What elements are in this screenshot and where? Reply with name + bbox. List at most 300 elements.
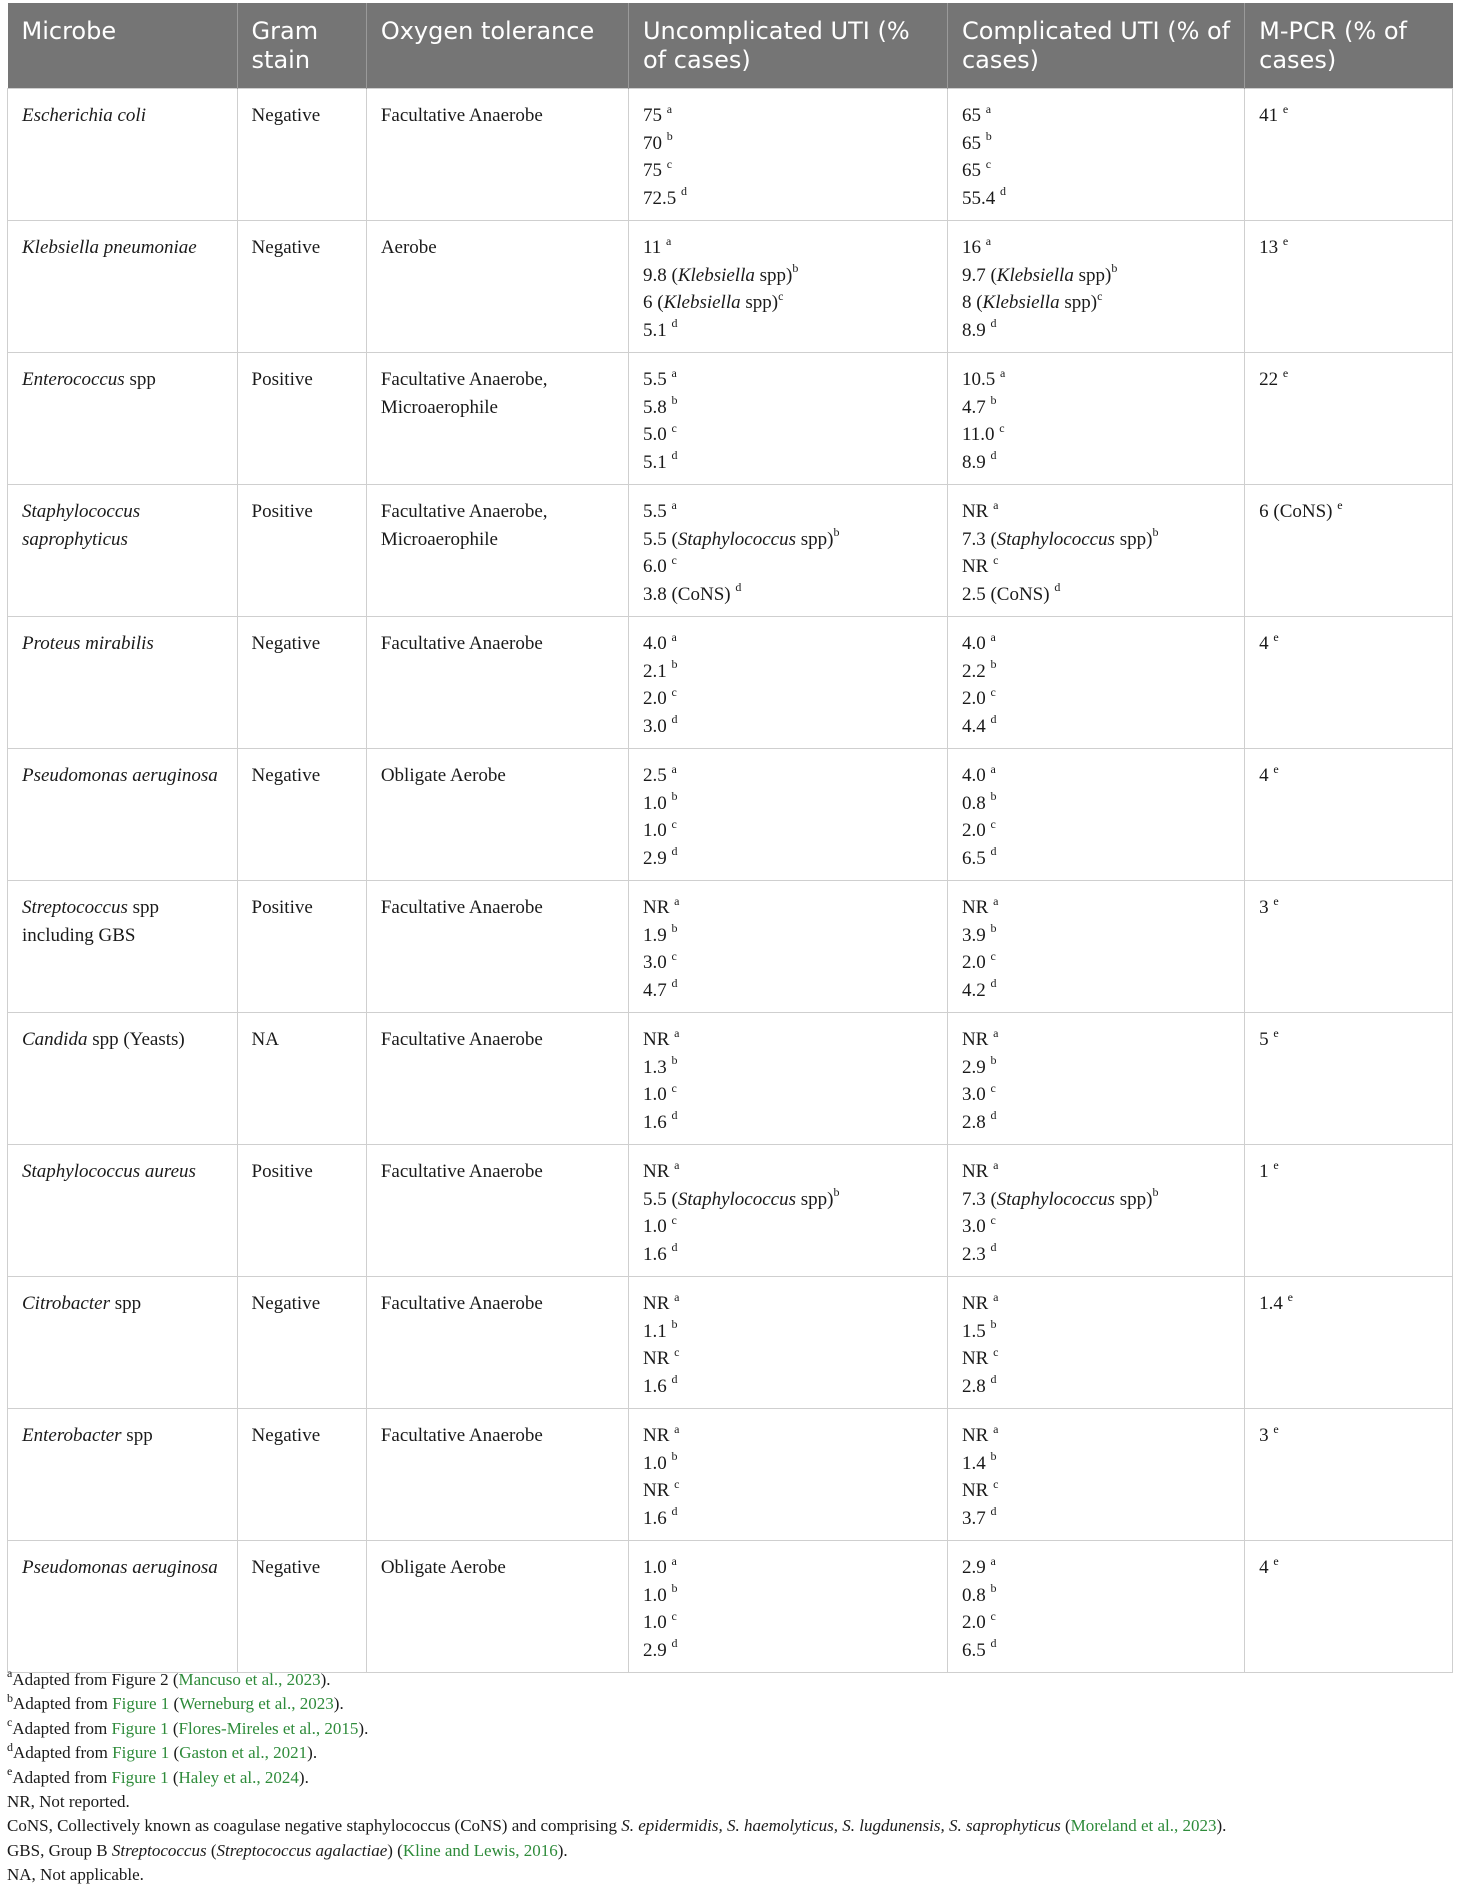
mpcr-value: [1259, 102, 1438, 130]
source-superscript: e: [1273, 629, 1279, 644]
value-text: 2.9: [642, 847, 667, 869]
value-text: 3: [1259, 897, 1269, 918]
microbe-name: Enterobacter: [22, 1425, 122, 1446]
uncomplicated-value: [643, 713, 933, 741]
value-text: 3.0: [642, 952, 667, 973]
source-superscript: d: [735, 580, 742, 595]
note-cons-species: S. epidermidis, S. haemolyticus, S. lugdunensis, S. saprophyticus: [621, 1816, 1061, 1836]
value-text: 0.8: [961, 1584, 986, 1606]
complicated-value: [962, 1109, 1230, 1137]
value-text: 65: [961, 105, 981, 126]
source-superscript: e: [1273, 893, 1279, 908]
uncomplicated-value: [643, 234, 933, 262]
citation-link[interactable]: Flores-Mireles et al., 2015: [178, 1718, 359, 1738]
source-superscript: c: [674, 1344, 680, 1359]
value-text: NR: [642, 1480, 670, 1501]
complicated-uti-cell: [947, 353, 1244, 485]
value-text: NR: [961, 501, 989, 522]
value-text: 2.8: [961, 1111, 986, 1133]
value-text: 2.0: [961, 688, 986, 709]
uncomplicated-value: [643, 1373, 933, 1401]
complicated-value: [962, 1318, 1230, 1346]
note-cons: [7, 1814, 1453, 1838]
source-superscript: b: [990, 657, 997, 672]
gram-stain-cell: Negative: [237, 1541, 366, 1673]
footnote-close: ).: [307, 1743, 318, 1763]
source-superscript: b: [985, 129, 992, 144]
source-superscript: c: [671, 684, 677, 699]
source-superscript: a: [674, 1421, 680, 1436]
footnote-paren: (: [168, 1718, 179, 1738]
value-text: 5.8: [642, 396, 667, 418]
source-superscript: e: [1273, 1421, 1279, 1436]
source-superscript: d: [671, 1504, 678, 1519]
source-superscript: b: [671, 1449, 678, 1464]
uncomplicated-value: [643, 1609, 933, 1637]
mpcr-value: [1259, 234, 1438, 262]
uncomplicated-value: [643, 262, 933, 290]
complicated-value: [962, 1345, 1230, 1373]
value-text: 4: [1259, 765, 1269, 786]
value-text: 2.0: [961, 820, 986, 841]
source-superscript: b: [666, 129, 673, 144]
gram-stain-cell: Positive: [237, 1145, 366, 1277]
complicated-value: [962, 553, 1230, 581]
source-superscript: d: [999, 184, 1006, 199]
footnote-a: [7, 1668, 1453, 1692]
value-text: NR: [961, 1029, 989, 1050]
complicated-value: [962, 1054, 1230, 1082]
microbe-qualifier: spp including GBS: [22, 897, 160, 946]
source-superscript: a: [985, 233, 992, 248]
uncomplicated-value: [643, 289, 933, 317]
value-text: 1.6: [642, 1375, 667, 1397]
source-superscript: c: [990, 1080, 996, 1095]
source-superscript: c: [671, 948, 677, 963]
complicated-value: [962, 262, 1230, 290]
uncomplicated-value: [643, 762, 933, 790]
source-superscript: b: [1111, 261, 1118, 276]
uncomplicated-value: [643, 157, 933, 185]
microbe-cell: [8, 1409, 238, 1541]
mpcr-cell: [1245, 881, 1453, 1013]
source-superscript: b: [990, 1449, 997, 1464]
source-superscript: d: [990, 1108, 997, 1123]
value-suffix: spp): [740, 292, 779, 313]
value-text: 5.5 (: [642, 528, 678, 550]
value-text: NR: [642, 1293, 670, 1314]
value-text: 1.1: [642, 1320, 667, 1342]
oxygen-tolerance-cell: Obligate Aerobe: [366, 749, 628, 881]
mpcr-value: [1259, 366, 1438, 394]
value-text: 41: [1259, 105, 1279, 126]
source-superscript: d: [671, 976, 678, 991]
microbe-cell: [8, 353, 238, 485]
table-row: [8, 485, 1453, 617]
value-text: 2.1: [642, 660, 667, 682]
value-text: 1: [1259, 1161, 1269, 1182]
note-cons-text: CoNS, Collectively known as coagulase negative staphylococcus (CoNS) and comprising: [7, 1816, 622, 1836]
source-superscript: a: [993, 497, 999, 512]
footnote-close: ).: [333, 1694, 344, 1714]
source-superscript: b: [671, 1053, 678, 1068]
source-superscript: b: [990, 1053, 997, 1068]
microbe-cell: [8, 881, 238, 1013]
source-superscript: d: [990, 448, 997, 463]
source-superscript: a: [671, 629, 677, 644]
microbe-name: Streptococcus: [22, 897, 128, 918]
figure-link[interactable]: Figure 1: [111, 1718, 169, 1738]
complicated-value: [962, 1373, 1230, 1401]
source-superscript: d: [990, 844, 997, 859]
value-text: 1.0: [642, 1584, 667, 1606]
footnote-e: [7, 1763, 1453, 1790]
footnote-text: Adapted from Figure 2 (: [12, 1670, 179, 1689]
source-superscript: a: [671, 761, 677, 776]
value-text: 9.7 (: [961, 264, 997, 286]
source-superscript: c: [993, 1476, 999, 1491]
uncomplicated-value: [643, 685, 933, 713]
source-superscript: a: [985, 101, 992, 116]
value-text: 5.1: [642, 451, 667, 473]
uncomplicated-uti-cell: [628, 1013, 947, 1145]
uncomplicated-value: [643, 1554, 933, 1582]
source-superscript: d: [680, 184, 687, 199]
uncomplicated-uti-cell: [628, 1277, 947, 1409]
uncomplicated-uti-cell: [628, 1409, 947, 1541]
oxygen-tolerance-cell: Facultative Anaerobe: [366, 881, 628, 1013]
source-superscript: a: [674, 1157, 680, 1172]
source-superscript: d: [671, 1240, 678, 1255]
microbe-name: Enterococcus: [22, 369, 125, 390]
uncomplicated-value: [643, 1186, 933, 1214]
value-text: 6 (: [642, 292, 664, 313]
mpcr-cell: [1245, 617, 1453, 749]
uncomplicated-value: [643, 1213, 933, 1241]
microbe-qualifier: spp: [121, 1425, 153, 1446]
uncomplicated-value: [643, 526, 933, 554]
complicated-value: [962, 449, 1230, 477]
footnote-list: [7, 1668, 1453, 1790]
source-superscript: d: [990, 712, 997, 727]
footnote-paren: (: [169, 1694, 180, 1714]
value-text: NR: [642, 1161, 670, 1182]
uncomplicated-value: [643, 1026, 933, 1054]
source-superscript: d: [671, 1636, 678, 1651]
gram-stain-cell: Negative: [237, 617, 366, 749]
note-cons-paren: (: [1060, 1816, 1071, 1836]
uncomplicated-value: [643, 630, 933, 658]
value-text: 2.9: [642, 1639, 667, 1661]
uncomplicated-value: [643, 1637, 933, 1665]
note-cons-citation-link[interactable]: Moreland et al., 2023: [1070, 1816, 1217, 1836]
mpcr-cell: [1245, 1409, 1453, 1541]
complicated-value: [962, 1477, 1230, 1505]
source-superscript: a: [674, 1289, 680, 1304]
value-text: 4.7: [642, 979, 667, 1001]
value-text: 1.0: [642, 1557, 667, 1578]
source-superscript: c: [666, 156, 673, 171]
uncomplicated-value: [643, 317, 933, 345]
complicated-value: [962, 1582, 1230, 1610]
value-text: 3.8 (CoNS): [642, 583, 731, 605]
oxygen-tolerance-cell: Aerobe: [366, 221, 628, 353]
footnote-paren: (: [169, 1743, 180, 1763]
value-text: 1.5: [961, 1320, 986, 1342]
uncomplicated-value: [643, 1318, 933, 1346]
complicated-value: [962, 1609, 1230, 1637]
header-row: [8, 3, 1453, 89]
value-text: 1.0: [642, 1452, 667, 1474]
complicated-uti-cell: [947, 1409, 1244, 1541]
header-mpcr: M-PCR (% of cases): [1245, 3, 1453, 89]
value-genus: Klebsiella: [663, 292, 741, 313]
footnote-close: ).: [298, 1767, 309, 1787]
complicated-value: [962, 102, 1230, 130]
complicated-uti-cell: [947, 881, 1244, 1013]
footnote-text: Adapted from: [12, 1718, 112, 1738]
source-superscript: c: [671, 1608, 677, 1623]
value-suffix: spp): [796, 1188, 834, 1210]
microbe-cell: [8, 749, 238, 881]
figure-link[interactable]: Figure 1: [112, 1743, 170, 1763]
mpcr-cell: [1245, 485, 1453, 617]
source-superscript: a: [671, 497, 677, 512]
table-row: [8, 89, 1453, 221]
value-text: 55.4: [961, 187, 996, 209]
uncomplicated-uti-cell: [628, 1145, 947, 1277]
value-genus: Klebsiella: [996, 264, 1074, 286]
value-text: 65: [961, 132, 981, 154]
complicated-value: [962, 658, 1230, 686]
header-complicated-uti: Complicated UTI (% of cases): [947, 3, 1244, 89]
value-text: 6.5: [961, 1639, 986, 1661]
header-gram-stain: Gram stain: [237, 3, 366, 89]
value-genus: Staphylococcus: [996, 528, 1115, 550]
uncomplicated-value: [643, 1422, 933, 1450]
footnote-d: [7, 1741, 1453, 1765]
table-row: [8, 1541, 1453, 1673]
source-superscript: a: [990, 761, 996, 776]
uncomplicated-value: [643, 1477, 933, 1505]
uncomplicated-uti-cell: [628, 89, 947, 221]
uncomplicated-uti-cell: [628, 617, 947, 749]
footnote-marker: b: [7, 1690, 13, 1705]
value-genus: Staphylococcus: [677, 528, 796, 550]
oxygen-tolerance-cell: Facultative Anaerobe: [366, 1013, 628, 1145]
value-text: NR: [961, 897, 989, 918]
citation-link[interactable]: Gaston et al., 2021: [179, 1743, 308, 1763]
uncomplicated-value: [643, 845, 933, 873]
source-superscript: b: [671, 657, 678, 672]
oxygen-tolerance-cell: Facultative Anaerobe, Microaerophile: [366, 485, 628, 617]
complicated-uti-cell: [947, 221, 1244, 353]
complicated-value: [962, 1081, 1230, 1109]
source-superscript: c: [671, 1080, 677, 1095]
uncomplicated-value: [643, 553, 933, 581]
value-suffix: spp): [754, 264, 793, 286]
source-superscript: d: [671, 1372, 678, 1387]
source-superscript: b: [671, 1317, 678, 1332]
uncomplicated-value: [643, 498, 933, 526]
uncomplicated-value: [643, 130, 933, 158]
uncomplicated-value: [643, 394, 933, 422]
oxygen-tolerance-cell: Facultative Anaerobe, Microaerophile: [366, 353, 628, 485]
value-text: NR: [642, 1425, 670, 1446]
source-superscript: b: [792, 261, 799, 276]
gram-stain-cell: Negative: [237, 1409, 366, 1541]
note-gbs-close: ).: [557, 1840, 568, 1860]
mpcr-value: [1259, 1158, 1438, 1186]
value-text: 2.2: [961, 660, 986, 682]
uncomplicated-uti-cell: [628, 749, 947, 881]
mpcr-cell: [1245, 1145, 1453, 1277]
value-text: 2.3: [961, 1243, 986, 1265]
gram-stain-cell: Negative: [237, 89, 366, 221]
value-text: 6.5: [961, 847, 986, 869]
complicated-value: [962, 1554, 1230, 1582]
value-suffix: spp): [796, 528, 834, 550]
uncomplicated-value: [643, 894, 933, 922]
microbe-cell: [8, 485, 238, 617]
complicated-value: [962, 817, 1230, 845]
value-text: NR: [961, 1480, 989, 1501]
table-row: [8, 1277, 1453, 1409]
value-text: 4.2: [961, 979, 986, 1001]
complicated-value: [962, 1422, 1230, 1450]
value-text: 70: [642, 132, 662, 154]
oxygen-tolerance-cell: Obligate Aerobe: [366, 1541, 628, 1673]
microbe-cell: [8, 1541, 238, 1673]
complicated-value: [962, 234, 1230, 262]
source-superscript: e: [1282, 365, 1289, 380]
table-row: [8, 221, 1453, 353]
figure-link[interactable]: Figure 1: [111, 1767, 169, 1787]
uncomplicated-uti-cell: [628, 881, 947, 1013]
value-text: 3: [1259, 1425, 1269, 1446]
mpcr-value: [1259, 1422, 1438, 1450]
source-superscript: c: [990, 684, 996, 699]
source-superscript: a: [674, 1025, 680, 1040]
microbe-name: Pseudomonas aeruginosa: [22, 765, 218, 786]
gram-stain-cell: Negative: [237, 221, 366, 353]
source-superscript: a: [993, 893, 999, 908]
mpcr-value: [1259, 630, 1438, 658]
source-superscript: e: [1282, 101, 1289, 116]
microbe-name: Escherichia coli: [22, 105, 146, 126]
citation-link[interactable]: Werneburg et al., 2023: [179, 1694, 334, 1714]
source-superscript: d: [990, 1240, 997, 1255]
value-suffix: spp): [1114, 1188, 1153, 1210]
source-superscript: a: [990, 1553, 996, 1568]
value-text: 0.8: [961, 792, 986, 814]
source-superscript: d: [671, 448, 678, 463]
footnote-marker: e: [7, 1763, 13, 1778]
footnote-b: [7, 1692, 1453, 1716]
value-text: 2.5: [642, 765, 667, 786]
value-text: 1.0: [642, 792, 667, 814]
source-superscript: c: [674, 1476, 680, 1491]
source-superscript: c: [990, 816, 996, 831]
uncomplicated-value: [643, 581, 933, 609]
value-text: 2.0: [961, 952, 986, 973]
footnote-text: Adapted from: [13, 1743, 113, 1763]
oxygen-tolerance-cell: Facultative Anaerobe: [366, 1409, 628, 1541]
complicated-value: [962, 1290, 1230, 1318]
uncomplicated-value: [643, 1290, 933, 1318]
value-text: 11: [642, 237, 662, 258]
complicated-value: [962, 1158, 1230, 1186]
source-superscript: e: [1282, 233, 1289, 248]
uncomplicated-value: [643, 102, 933, 130]
value-text: 2.0: [642, 688, 667, 709]
header-microbe: Microbe: [8, 3, 238, 89]
source-superscript: c: [1097, 288, 1103, 303]
uncomplicated-value: [643, 658, 933, 686]
uncomplicated-value: [643, 449, 933, 477]
complicated-value: [962, 185, 1230, 213]
value-text: 11.0: [961, 424, 995, 445]
source-superscript: c: [990, 1212, 996, 1227]
uncomplicated-value: [643, 366, 933, 394]
value-text: 3.7: [961, 1507, 986, 1529]
complicated-uti-cell: [947, 1277, 1244, 1409]
complicated-value: [962, 630, 1230, 658]
microbe-cell: [8, 221, 238, 353]
value-text: 5.1: [642, 319, 667, 341]
value-text: NR: [961, 1425, 989, 1446]
value-text: 1.4: [1259, 1293, 1283, 1314]
table-row: [8, 1013, 1453, 1145]
note-gbs-species: Streptococcus agalactiae: [216, 1840, 388, 1860]
value-text: 4.0: [961, 633, 986, 654]
complicated-uti-cell: [947, 1013, 1244, 1145]
complicated-value: [962, 1241, 1230, 1269]
figure-link[interactable]: Figure 1: [112, 1694, 170, 1714]
value-text: 2.0: [961, 1612, 986, 1633]
note-gbs-citation-link[interactable]: Kline and Lewis, 2016: [402, 1840, 558, 1860]
source-superscript: d: [1054, 580, 1061, 595]
mpcr-cell: [1245, 1541, 1453, 1673]
uncomplicated-value: [643, 1582, 933, 1610]
note-na: NA, Not applicable.: [7, 1865, 144, 1885]
value-text: 2.9: [961, 1056, 986, 1078]
microbe-qualifier: spp (Yeasts): [87, 1029, 185, 1050]
value-text: 1.0: [642, 1612, 667, 1633]
complicated-value: [962, 1450, 1230, 1478]
source-superscript: a: [990, 629, 996, 644]
source-superscript: b: [990, 1581, 997, 1596]
mpcr-cell: [1245, 749, 1453, 881]
gram-stain-cell: Positive: [237, 353, 366, 485]
complicated-value: [962, 366, 1230, 394]
footnote-c: [7, 1717, 1453, 1741]
value-text: 72.5: [642, 187, 677, 209]
gram-stain-cell: Negative: [237, 1277, 366, 1409]
source-superscript: d: [990, 1636, 997, 1651]
complicated-value: [962, 949, 1230, 977]
citation-link[interactable]: Haley et al., 2024: [178, 1767, 299, 1787]
mpcr-value: [1259, 762, 1438, 790]
uncomplicated-value: [643, 1158, 933, 1186]
complicated-value: [962, 421, 1230, 449]
source-superscript: a: [671, 1553, 677, 1568]
microbe-cell: [8, 1145, 238, 1277]
complicated-value: [962, 130, 1230, 158]
microbe-name: Pseudomonas aeruginosa: [22, 1557, 218, 1578]
citation-link[interactable]: Mancuso et al., 2023: [178, 1670, 321, 1689]
value-text: 13: [1259, 237, 1279, 258]
